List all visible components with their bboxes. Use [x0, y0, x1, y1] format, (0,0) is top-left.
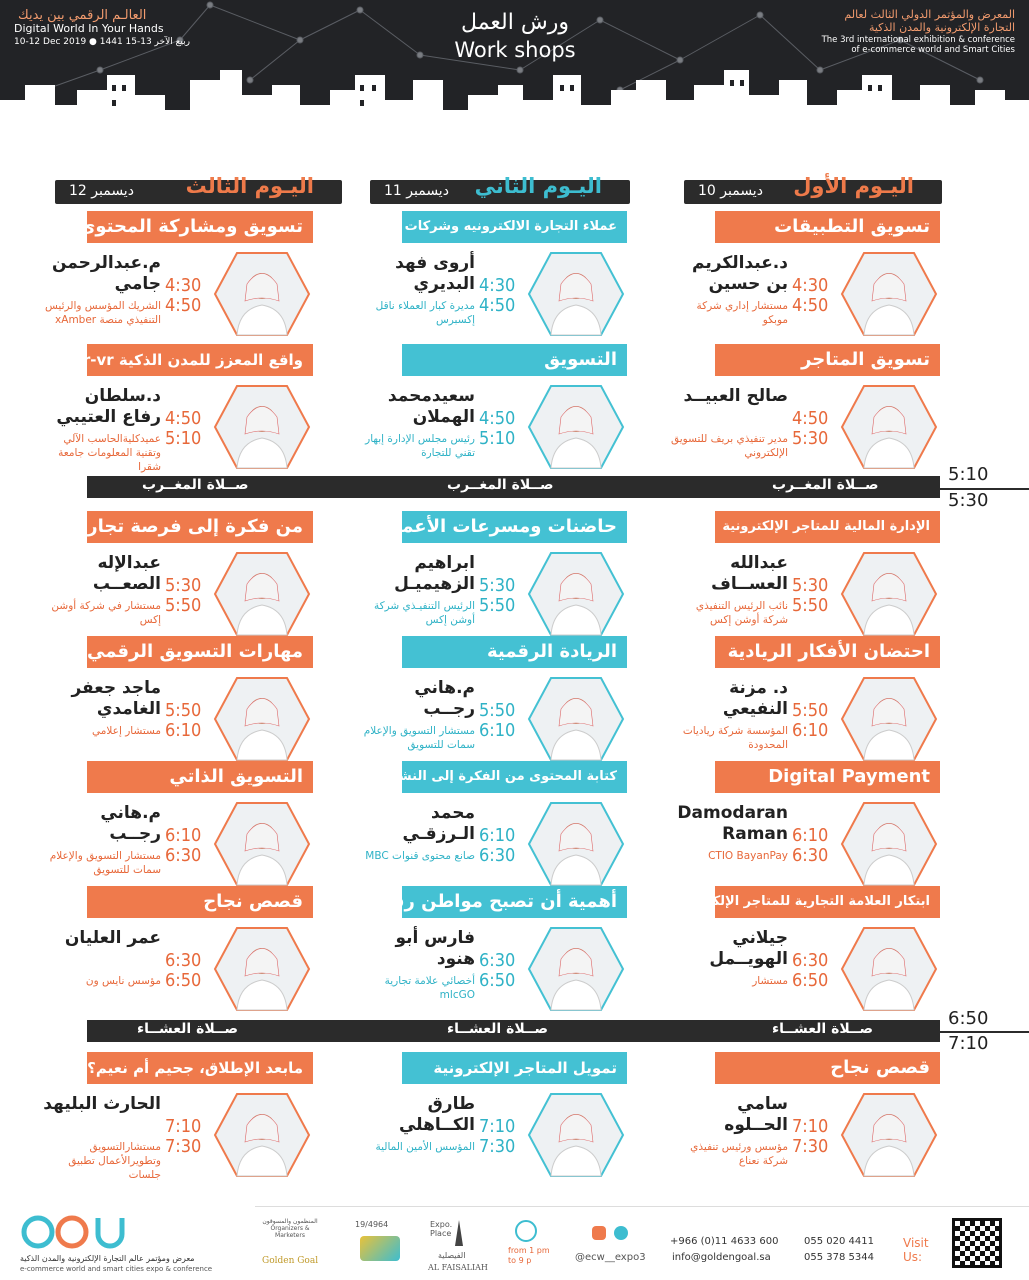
session-title: تسويق التطبيقات	[715, 211, 940, 243]
session-title: تسويق المتاجر	[715, 344, 940, 376]
header-right-ar1: المعرض والمؤتمر الدولي الثالث لعالم	[844, 8, 1015, 21]
day-header-3	[55, 174, 342, 204]
speaker-photo	[840, 926, 938, 1012]
speaker-photo	[213, 551, 311, 637]
speaker-role: عميدكليةالحاسب الآلي وتقنية المعلومات جامعة شقرا	[58, 433, 161, 473]
footer	[0, 1206, 1029, 1280]
session-title: قصص نجاح	[715, 1052, 940, 1084]
session-start-time: 5:30	[165, 575, 202, 596]
session-title: Digital Payment	[715, 761, 940, 793]
session-end-time: 6:30	[479, 845, 516, 866]
session-end-time: 4:50	[479, 295, 516, 316]
speaker-name: سامي الحــلوه	[724, 1094, 788, 1135]
session-start-time: 6:10	[792, 825, 829, 846]
email-address[interactable]: info@goldengoal.sa	[672, 1252, 771, 1263]
session-title: الريادة الرقمية	[402, 636, 627, 668]
hours-to: to 9 p	[508, 1256, 532, 1265]
session-start-time: 6:10	[479, 825, 516, 846]
speaker-role: مؤسس نايس ون	[85, 975, 161, 987]
maghrib-label-3: صــلاة المغــرب	[772, 477, 879, 493]
expo-place-label: Expo. Place	[430, 1220, 453, 1238]
speaker-name: أروى فهد البديري	[395, 253, 475, 294]
isha-start-time: 6:50	[948, 1008, 989, 1029]
speaker-name: م.هاني رجــب	[414, 678, 475, 719]
visit-us-label: Visit Us:	[903, 1236, 929, 1264]
phone-2[interactable]: 055 020 4411	[804, 1236, 874, 1247]
ministry-logo	[360, 1236, 400, 1261]
session-end-time: 5:10	[479, 428, 516, 449]
faisaliah-tower-icon	[455, 1220, 463, 1246]
isha-label-1: صــلاة العشــاء	[137, 1021, 239, 1037]
speaker-photo	[840, 801, 938, 887]
maghrib-prayer-bar	[87, 476, 940, 498]
day-1-date: ديسمبر 10	[698, 183, 763, 199]
speaker-role: أخصائي علامة تجارية mlcGO	[384, 975, 475, 1001]
qr-code[interactable]	[952, 1218, 1002, 1268]
session-end-time: 6:50	[479, 970, 516, 991]
session-title: التسويق الذاتي	[87, 761, 313, 793]
speaker-role: CTIO BayanPay	[708, 850, 788, 862]
speaker-name: فارس أبو هنود	[395, 928, 475, 969]
speaker-role: الشريك المؤسس والرئيس التنفيذي منصة xAmber	[45, 300, 161, 326]
day-header-1	[684, 174, 942, 204]
twitter-icon[interactable]	[614, 1226, 628, 1240]
speaker-photo	[840, 251, 938, 337]
maghrib-label-2: صــلاة المغــرب	[447, 477, 554, 493]
session-start-time: 4:30	[165, 275, 202, 296]
session-start-time: 5:50	[792, 700, 829, 721]
session-title: تسويق ومشاركة المحتوى	[87, 211, 313, 243]
speaker-name: عبدالإله الصعــب	[92, 553, 161, 594]
speaker-photo	[213, 676, 311, 762]
day-1-label: اليـوم الأول	[793, 174, 914, 198]
speaker-role: رئيس مجلس الإدارة إبهار تقني للتجارة	[365, 433, 475, 459]
speaker-photo	[527, 926, 625, 1012]
speaker-photo	[527, 676, 625, 762]
session-title: احتضان الأفكار الريادية	[715, 636, 940, 668]
speaker-name: عمر العليان	[64, 928, 161, 948]
session-start-time: 7:10	[792, 1116, 829, 1137]
expo-place-ar: الفيصلية	[438, 1251, 466, 1260]
maghrib-label-1: صــلاة المغــرب	[142, 477, 249, 493]
speaker-name: جيلاني الهويــمل	[709, 928, 788, 969]
day-3-date: ديسمبر 12	[69, 183, 134, 199]
session-end-time: 6:50	[165, 970, 202, 991]
session-end-time: 4:50	[792, 295, 829, 316]
speaker-name: ابراهيم الزهيميـل	[394, 553, 475, 594]
speaker-role: مستشار في شركة أوشن إكس	[51, 600, 161, 626]
session-end-time: 7:30	[792, 1136, 829, 1157]
session-title: التسويق	[402, 344, 627, 376]
footer-logo-en: e-commerce world and smart cities expo & conference	[20, 1265, 213, 1273]
header-right-en1: The 3rd international exhibition & conference	[821, 35, 1015, 45]
session-start-time: 4:30	[479, 275, 516, 296]
registration-number: 19/4964	[355, 1220, 389, 1229]
speaker-name: الحارث البليهد	[43, 1094, 161, 1114]
session-end-time: 5:50	[479, 595, 516, 616]
session-start-time: 6:30	[792, 950, 829, 971]
session-title: تمويل المتاجر الإلكترونية	[402, 1052, 627, 1084]
speaker-photo	[840, 676, 938, 762]
header-left-date: 10-12 Dec 2019 ● 1441 15-13 ربيع الآخر	[14, 37, 190, 47]
session-title: قصص نجاح	[87, 886, 313, 918]
speaker-photo	[527, 384, 625, 470]
session-title: واقع المعزز للمدن الذكية ar-vr	[87, 344, 313, 376]
speaker-name: م.عبدالرحمن جامي	[51, 253, 161, 294]
session-start-time: 7:10	[479, 1116, 516, 1137]
session-title: كتابة المحتوى من الفكرة إلى النشر	[402, 761, 627, 793]
maghrib-end-time: 5:30	[948, 490, 989, 511]
city-skyline-decoration	[0, 60, 1029, 150]
session-end-time: 6:10	[792, 720, 829, 741]
header-banner	[0, 0, 1029, 150]
session-end-time: 5:30	[792, 428, 829, 449]
speaker-name: د.عبدالكريم بن حسين	[692, 253, 788, 294]
speaker-photo	[213, 384, 311, 470]
speaker-role: مستشار إعلامي	[92, 725, 161, 737]
session-title: عملاء التجارة الالكترونيه وشركات الشحن	[402, 211, 627, 243]
speaker-name: محمد الـرزقـي	[402, 803, 475, 844]
speaker-photo	[213, 251, 311, 337]
day-2-date: ديسمبر 11	[384, 183, 449, 199]
clock-icon	[515, 1220, 537, 1242]
session-title: الإدارة المالية للمتاجر الإلكترونية	[715, 511, 940, 543]
footer-divider	[255, 1206, 1029, 1207]
speaker-role: المؤسسة شركة رياديات المحدودة	[682, 725, 788, 751]
session-start-time: 6:10	[165, 825, 202, 846]
speaker-photo	[527, 1092, 625, 1178]
speaker-name: عبدالله العســاف	[711, 553, 788, 594]
speaker-name: ماجد جعفر الغامدي	[71, 678, 161, 719]
page-title-en: Work shops	[454, 38, 576, 62]
session-title: مابعد الإطلاق، جحيم أم نعيم؟	[87, 1052, 313, 1084]
isha-label-3: صــلاة العشــاء	[772, 1021, 874, 1037]
day-3-label: اليـوم الثالث	[185, 174, 314, 198]
session-end-time: 6:10	[165, 720, 202, 741]
session-start-time: 7:10	[165, 1116, 202, 1137]
hours-from: from 1 pm	[508, 1246, 550, 1255]
session-end-time: 5:10	[165, 428, 202, 449]
speaker-photo	[840, 551, 938, 637]
speaker-name: د. مزنة النفيعي	[722, 678, 788, 719]
footer-logo-ar: معرض ومؤتمر عالم التجارة الإلكترونية والمدن الذكية	[20, 1254, 195, 1263]
speaker-role: مديرة كبار العملاء ناقل إكسبرس	[375, 300, 475, 326]
speaker-photo	[213, 926, 311, 1012]
session-start-time: 6:30	[165, 950, 202, 971]
speaker-name: طارق الكــاهلي	[398, 1094, 475, 1135]
speaker-role: مستشار التسويق والإعلام سمات للتسويق	[363, 725, 475, 751]
session-end-time: 7:30	[479, 1136, 516, 1157]
speaker-name: صالح العبيــد	[683, 386, 788, 406]
isha-end-time: 7:10	[948, 1033, 989, 1054]
session-start-time: 5:30	[792, 575, 829, 596]
header-left-title-ar: العالـم الرقمي بين يديك	[18, 8, 147, 23]
speaker-role: نائب الرئيس التنفيذي شركة أوشن إكس	[695, 600, 788, 626]
speaker-role: مستشارالتسويق وتطويرالأعمال تطبيق جلسات	[68, 1141, 161, 1181]
expo-place-name: AL FAISALIAH	[428, 1263, 488, 1272]
speaker-photo	[840, 1092, 938, 1178]
session-end-time: 6:10	[479, 720, 516, 741]
session-end-time: 5:50	[165, 595, 202, 616]
session-end-time: 4:50	[165, 295, 202, 316]
speaker-role: مستشار التسويق والإعلام سمات للتسويق	[49, 850, 161, 876]
speaker-role: مستشار إداري شركة موبكو	[696, 300, 788, 326]
speaker-role: مستشار	[752, 975, 788, 987]
speaker-photo	[213, 801, 311, 887]
speaker-name: سعيدمحمد الهملان	[387, 386, 475, 427]
session-end-time: 6:50	[792, 970, 829, 991]
speaker-photo	[840, 384, 938, 470]
phone-3[interactable]: 055 378 5344	[804, 1252, 874, 1263]
session-end-time: 6:30	[165, 845, 202, 866]
session-start-time: 6:30	[479, 950, 516, 971]
session-start-time: 5:30	[479, 575, 516, 596]
speaker-name: د.سلطان رفاع العتيبي	[56, 386, 161, 427]
day-header-2	[370, 174, 630, 204]
session-title: مهارات التسويق الرقمي	[87, 636, 313, 668]
speaker-role: المؤسس الأمين المالية	[375, 1141, 475, 1153]
session-end-time: 6:30	[792, 845, 829, 866]
isha-prayer-bar	[87, 1020, 940, 1042]
header-left-title-en: Digital World In Your Hands	[14, 22, 164, 35]
session-end-time: 7:30	[165, 1136, 202, 1157]
day-2-label: اليـوم الثاني	[474, 174, 602, 198]
session-start-time: 4:30	[792, 275, 829, 296]
page-title-ar: ورش العمل	[461, 10, 569, 35]
speaker-name: Damodaran Raman	[677, 803, 788, 844]
session-start-time: 4:50	[165, 408, 202, 429]
session-start-time: 5:50	[479, 700, 516, 721]
speaker-photo	[527, 251, 625, 337]
organizer-logo: Golden Goal	[262, 1256, 319, 1266]
organizer-label: المنظمون والمسوقون Organizers & Marketers	[262, 1218, 318, 1239]
speaker-photo	[213, 1092, 311, 1178]
session-start-time: 4:50	[792, 408, 829, 429]
maghrib-start-time: 5:10	[948, 464, 989, 485]
speaker-photo	[527, 801, 625, 887]
speaker-role: الرئيس التنفيـذي شركة أوشن إكس	[373, 600, 475, 626]
session-end-time: 5:50	[792, 595, 829, 616]
speaker-name: م.هاني رجــب	[100, 803, 161, 844]
isha-label-2: صــلاة العشــاء	[447, 1021, 549, 1037]
header-right-ar2: التجارة الإلكترونية والمدن الذكية	[868, 21, 1015, 34]
ecw-logo	[20, 1212, 140, 1252]
header-right-en2: of e-commerce world and Smart Cities	[851, 45, 1015, 55]
session-start-time: 5:50	[165, 700, 202, 721]
phone-1[interactable]: +966 (0)11 4633 600	[670, 1236, 779, 1247]
speaker-role: مؤسس ورئيس تنفيذي شركة نعناع	[690, 1141, 788, 1167]
social-handle[interactable]: @ecw__expo3	[575, 1252, 646, 1263]
session-start-time: 4:50	[479, 408, 516, 429]
session-title: من فكرة إلى فرصة تجارية	[87, 511, 313, 543]
instagram-icon[interactable]	[592, 1226, 606, 1240]
speaker-role: صانع محتوى قنوات MBC	[365, 850, 475, 862]
speaker-role: مدير تنفيذي بريف للتسويق الإلكتروني	[671, 433, 788, 459]
session-title: أهمية أن تصبح مواطن رقمي	[402, 886, 627, 918]
session-title: حاضنات ومسرعات الأعمال	[402, 511, 627, 543]
session-title: ابتكار العلامة التجارية للمتاجر الإلكترونية	[715, 886, 940, 918]
speaker-photo	[527, 551, 625, 637]
